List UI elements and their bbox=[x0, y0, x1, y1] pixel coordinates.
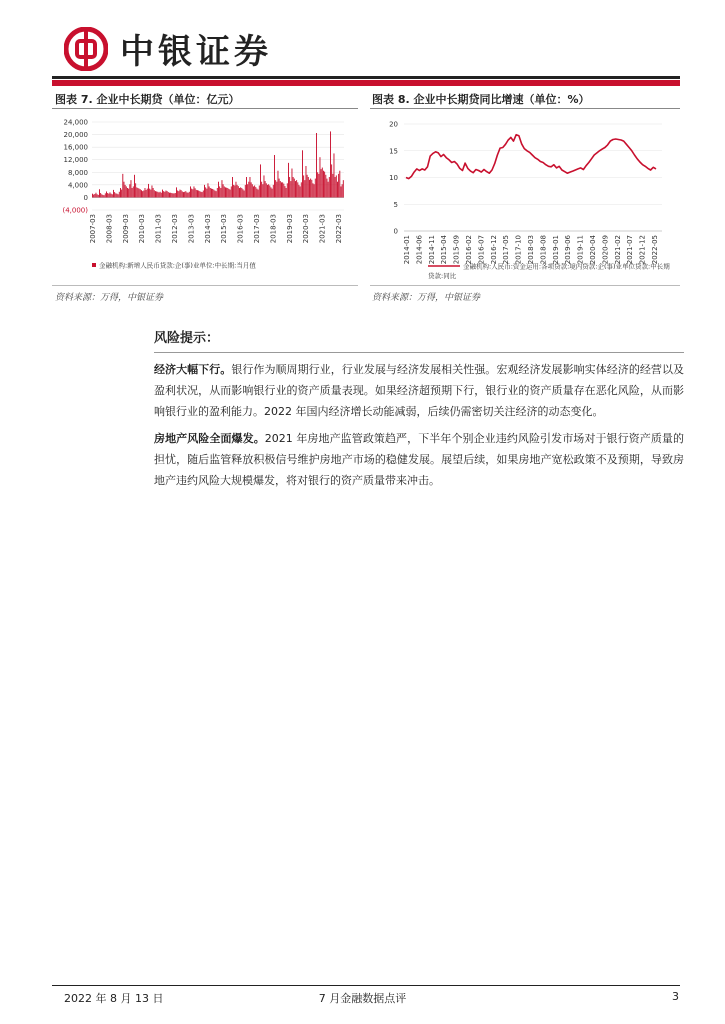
figure7-bar bbox=[114, 192, 115, 197]
figure7-bar bbox=[311, 180, 312, 198]
figure7-bar bbox=[236, 182, 237, 198]
figure8-legend-label: 贷款:同比 bbox=[428, 272, 457, 280]
figure8-x-tick-label: 2022-05 bbox=[651, 235, 659, 265]
figure7-bar bbox=[330, 131, 331, 197]
figure7-bar bbox=[265, 181, 266, 197]
figure7-bar bbox=[197, 190, 198, 197]
figure7-bar bbox=[267, 185, 268, 198]
figure7-bar bbox=[129, 184, 130, 197]
figure8-x-tick-label: 2016-02 bbox=[465, 235, 473, 265]
figure7-bar bbox=[300, 186, 301, 197]
header-divider-dark bbox=[52, 76, 680, 79]
figure7-bar bbox=[342, 184, 343, 197]
figure7-bar bbox=[286, 188, 287, 197]
figure7-bar bbox=[171, 193, 172, 197]
figure8-y-tick-label: 20 bbox=[389, 120, 398, 129]
figure7-bar bbox=[313, 183, 314, 197]
figure7-bar bbox=[110, 192, 111, 197]
figure7-bar bbox=[164, 192, 165, 198]
figure7-bar bbox=[145, 188, 146, 197]
figure7-bar bbox=[202, 192, 203, 197]
figure7-bar bbox=[251, 182, 252, 197]
figure7-x-tick-label: 2008-03 bbox=[105, 214, 114, 244]
figure7-bar bbox=[288, 163, 289, 198]
figure7-bar bbox=[183, 192, 184, 197]
figure7-bar bbox=[246, 177, 247, 197]
figure7-bar bbox=[241, 188, 242, 197]
figure7-bar bbox=[316, 133, 317, 197]
figure7-bar bbox=[259, 185, 260, 197]
figure7-bar bbox=[230, 190, 231, 198]
figure7-bar bbox=[302, 150, 303, 197]
figure7-bar bbox=[184, 192, 185, 198]
figure7-bar bbox=[117, 194, 118, 198]
figure7-bar bbox=[120, 188, 121, 197]
risk-paragraph-economy bbox=[154, 359, 684, 422]
figure7-bar bbox=[258, 190, 259, 198]
figure7-y-tick-label: 16,000 bbox=[63, 143, 88, 152]
figure7-bar bbox=[260, 164, 261, 197]
figure7-bar bbox=[161, 193, 162, 198]
figure7-bar bbox=[231, 186, 232, 197]
figure7-bar bbox=[93, 195, 94, 198]
figure8-y-tick-label: 15 bbox=[389, 147, 398, 156]
figure7-bar bbox=[229, 189, 230, 197]
figure7-bar bbox=[303, 175, 304, 197]
figure7-bar bbox=[257, 189, 258, 198]
figure7-bar bbox=[272, 189, 273, 198]
figure7-bar bbox=[218, 182, 219, 198]
figure7-bar bbox=[215, 191, 216, 198]
figure7-bar bbox=[290, 181, 291, 197]
figure7-bar bbox=[121, 190, 122, 198]
figure7-bar bbox=[327, 179, 328, 198]
figure7-bar bbox=[103, 195, 104, 198]
figure7-bar bbox=[138, 188, 139, 197]
figure7-bar bbox=[206, 189, 207, 198]
figure7-bar bbox=[131, 180, 132, 197]
figure7-bar bbox=[318, 174, 319, 198]
figure7-bar bbox=[195, 188, 196, 197]
figure7-bar bbox=[100, 193, 101, 197]
footer-rule bbox=[52, 985, 680, 986]
figure7-x-tick-label: 2022-03 bbox=[335, 214, 343, 244]
figure7-bar bbox=[213, 190, 214, 198]
figure8-x-tick-label: 2019-11 bbox=[576, 235, 585, 265]
figure7-source-rule bbox=[52, 285, 358, 286]
figure7-bar bbox=[111, 194, 112, 198]
figure8-x-tick-label: 2014-11 bbox=[427, 235, 436, 265]
figure7-bar bbox=[268, 184, 269, 197]
figure7-bar bbox=[173, 193, 174, 197]
figure7-bar bbox=[189, 192, 190, 198]
figure7-bar bbox=[162, 190, 163, 198]
figure7-bar bbox=[108, 194, 109, 198]
figure7-bar bbox=[125, 185, 126, 198]
figure7-bar bbox=[154, 190, 155, 197]
figure7-bar bbox=[247, 184, 248, 197]
figure7-y-tick-label: 24,000 bbox=[63, 118, 88, 127]
figure7-bar bbox=[310, 179, 311, 198]
figure7-bar bbox=[244, 191, 245, 198]
figure7-bar bbox=[113, 190, 114, 198]
figure7-bar bbox=[209, 186, 210, 197]
brand-name: 中银证券 bbox=[120, 32, 272, 72]
figure7-bar bbox=[254, 185, 255, 197]
figure7-bar bbox=[307, 175, 308, 198]
figure7-bar bbox=[341, 186, 342, 197]
figure8-x-tick-label: 2021-02 bbox=[613, 234, 622, 265]
figure7-bar bbox=[166, 191, 167, 198]
figure7-bar bbox=[198, 191, 199, 198]
risk-economy-heading: 经济大幅下行。 bbox=[154, 363, 232, 376]
figure7-bar bbox=[199, 191, 200, 197]
figure7-x-tick-label: 2018-03 bbox=[269, 214, 278, 244]
figure7-bar bbox=[308, 177, 309, 197]
figure7-bar bbox=[185, 191, 186, 197]
figure7-bar bbox=[163, 191, 164, 197]
figure7-bar bbox=[224, 186, 225, 197]
figure8-x-tick-label: 2019-06 bbox=[564, 235, 573, 265]
figure8-x-tick-label: 2019-01 bbox=[551, 235, 560, 265]
figure7-bar bbox=[187, 192, 188, 197]
figure7-bar bbox=[211, 189, 212, 198]
figure7-bar bbox=[281, 182, 282, 197]
figure8-title: 图表 8. 企业中长期贷同比增速（单位：%） bbox=[372, 93, 590, 106]
figure7-bar bbox=[276, 182, 277, 198]
figure7-bar bbox=[332, 174, 333, 198]
figure7-bar bbox=[306, 166, 307, 197]
risk-title: 风险提示： bbox=[154, 331, 220, 346]
figure8-x-tick-label: 2017-10 bbox=[514, 235, 523, 265]
figure7-bar bbox=[227, 188, 228, 197]
figure7-bar bbox=[225, 187, 226, 197]
figure7-x-tick-label: 2014-03 bbox=[203, 214, 212, 244]
figure7-bar bbox=[146, 190, 147, 198]
figure7-bar bbox=[315, 179, 316, 198]
figure7-bar bbox=[264, 175, 265, 197]
figure7-bar bbox=[147, 189, 148, 198]
figure7-bar bbox=[153, 188, 154, 197]
figure8-x-tick-label: 2015-09 bbox=[452, 235, 461, 265]
figure7-bar bbox=[122, 174, 123, 198]
figure7-bar bbox=[222, 180, 223, 197]
figure7-bar bbox=[321, 169, 322, 197]
figure8-x-tick-label: 2014-01 bbox=[403, 235, 411, 265]
figure7-y-tick-label: 12,000 bbox=[63, 156, 88, 165]
figure7-x-tick-label: 2016-03 bbox=[236, 214, 245, 244]
figure8-x-tick-label: 2018-08 bbox=[539, 235, 548, 265]
figure7-bar bbox=[289, 177, 290, 197]
figure7-bar bbox=[157, 192, 158, 198]
bank-of-china-logo-icon bbox=[64, 27, 108, 71]
figure7-bar bbox=[169, 193, 170, 198]
figure7-bar bbox=[124, 182, 125, 198]
figure7-bar bbox=[232, 177, 233, 197]
figure7-bar bbox=[296, 180, 297, 197]
figure7-bar bbox=[156, 191, 157, 197]
figure7-y-tick-label: 20,000 bbox=[63, 131, 88, 140]
figure7-bar bbox=[175, 193, 176, 197]
figure7-bar bbox=[126, 186, 127, 197]
figure8-x-tick-label: 2016-07 bbox=[477, 235, 486, 265]
figure7-bar bbox=[194, 186, 195, 197]
figure7-bar bbox=[220, 188, 221, 197]
figure7-bar bbox=[135, 183, 136, 197]
figure7-bar bbox=[127, 188, 128, 197]
figure7-bar bbox=[98, 195, 99, 198]
figure7-bar bbox=[149, 189, 150, 198]
figure8-x-tick-label: 2014-06 bbox=[415, 235, 424, 265]
figure7-bar bbox=[328, 182, 329, 198]
figure7-bar bbox=[216, 191, 217, 197]
figure7-bar bbox=[322, 168, 323, 198]
risk-realestate-heading: 房地产风险全面爆发。 bbox=[154, 432, 265, 445]
figure7-bar bbox=[309, 180, 310, 198]
risk-section bbox=[154, 327, 684, 497]
figure7-bar bbox=[299, 185, 300, 198]
figure7-chart bbox=[52, 112, 358, 282]
figure7-bar bbox=[128, 189, 129, 198]
figure7-bar bbox=[223, 184, 224, 197]
figure7-legend-swatch bbox=[92, 263, 96, 267]
figure7-bar bbox=[279, 179, 280, 198]
figure7-bar bbox=[255, 187, 256, 197]
figure7-bar bbox=[112, 194, 113, 197]
figure7-bar bbox=[217, 188, 218, 197]
figure7-bar bbox=[203, 191, 204, 198]
figure7-x-tick-label: 2007-03 bbox=[89, 214, 97, 244]
figure7-bar bbox=[280, 181, 281, 197]
figure7-source: 资料来源：万得，中银证券 bbox=[55, 293, 164, 303]
figure7-bar bbox=[292, 169, 293, 198]
figure7-bar bbox=[301, 182, 302, 197]
figure8-x-tick-label: 2018-03 bbox=[527, 235, 535, 265]
figure8-source: 资料来源：万得，中银证券 bbox=[372, 293, 481, 303]
risk-realestate-text: 2021 年房地产监管政策趋严，下半年个别企业违约风险引发市场对于银行资产质量的担忧，随后监管释放积极信号维护房地产市场的稳健发展。展望后续，如果房地产宽松政策不及预期，导致房地产违约风险大规模爆发，将对银行的资产质量带来冲击。 bbox=[154, 432, 684, 487]
figure7-bar bbox=[239, 188, 240, 197]
figure8-series-line bbox=[406, 135, 656, 179]
figure7-bar bbox=[160, 192, 161, 198]
figure7-bar bbox=[250, 177, 251, 197]
figure7-bar bbox=[208, 183, 209, 197]
figure7-bar bbox=[240, 187, 241, 197]
figure7-bar bbox=[168, 192, 169, 197]
figure7-bar bbox=[226, 188, 227, 198]
figure7-bar bbox=[287, 183, 288, 197]
figure7-y-tick-label: (4,000) bbox=[62, 206, 88, 215]
figure7-bar bbox=[97, 194, 98, 197]
figure7-bar bbox=[170, 193, 171, 198]
figure8-x-tick-label: 2017-05 bbox=[502, 235, 511, 265]
figure7-bar bbox=[177, 191, 178, 198]
figure7-bar bbox=[234, 185, 235, 197]
figure7-bar bbox=[325, 175, 326, 198]
figure7-bar bbox=[237, 185, 238, 198]
figure7-bar bbox=[334, 153, 335, 197]
figure7-bar bbox=[101, 194, 102, 197]
figure7-bar bbox=[295, 181, 296, 197]
figure7-bar bbox=[245, 185, 246, 198]
figure7-bar bbox=[201, 192, 202, 198]
figure7-bar bbox=[107, 193, 108, 197]
figure7-y-tick-label: 8,000 bbox=[67, 168, 88, 177]
page-number: 3 bbox=[672, 990, 679, 1003]
figure8-x-tick-label: 2021-12 bbox=[638, 235, 647, 265]
figure7-bar bbox=[180, 190, 181, 198]
figure7-bar bbox=[188, 193, 189, 198]
figure7-bar bbox=[273, 185, 274, 198]
figure7-bar bbox=[94, 194, 95, 197]
figure7-bar bbox=[212, 189, 213, 197]
figure7-bar bbox=[155, 191, 156, 197]
figure8-y-tick-label: 0 bbox=[393, 227, 398, 236]
figure7-bar bbox=[148, 184, 149, 198]
figure7-bar bbox=[192, 189, 193, 197]
figure7-bar bbox=[336, 175, 337, 197]
figure8-source-rule bbox=[370, 285, 680, 286]
risk-paragraph-realestate bbox=[154, 428, 684, 491]
figure8-chart bbox=[370, 112, 680, 282]
figure8-x-tick-label: 2016-12 bbox=[489, 235, 498, 265]
figure7-bar bbox=[243, 189, 244, 197]
figure7-bar bbox=[176, 187, 177, 197]
figure7-bar bbox=[324, 172, 325, 198]
figure7-bar bbox=[182, 191, 183, 197]
header-divider-red bbox=[52, 80, 680, 86]
figure7-bar bbox=[152, 185, 153, 197]
figure8-x-tick-label: 2015-04 bbox=[440, 235, 449, 265]
figure7-legend-label: 金融机构:新增人民币贷款:企(事)业单位:中长期:当月值 bbox=[99, 261, 256, 270]
figure7-bar bbox=[178, 191, 179, 197]
figure7-bar bbox=[304, 180, 305, 197]
figure7-bar bbox=[96, 193, 97, 198]
figure7-x-tick-label: 2010-03 bbox=[138, 214, 147, 244]
figure7-bar bbox=[274, 155, 275, 197]
figure7-bar bbox=[283, 184, 284, 198]
footer-date: 2022 年 8 月 13 日 bbox=[64, 992, 164, 1005]
figure7-bar bbox=[204, 185, 205, 198]
figure7-bar bbox=[285, 186, 286, 197]
figure7-bar bbox=[159, 192, 160, 197]
figure7-x-tick-label: 2013-03 bbox=[187, 214, 196, 244]
figure7-bar bbox=[253, 186, 254, 197]
figure7-bar bbox=[133, 186, 134, 197]
figure7-bar bbox=[99, 189, 100, 197]
figure7-bar bbox=[323, 171, 324, 198]
figure8-x-tick-label: 2020-04 bbox=[589, 235, 597, 265]
figure7-bar bbox=[269, 185, 270, 197]
figure7-bar bbox=[339, 171, 340, 198]
figure7-bar bbox=[136, 187, 137, 197]
figure7-bar bbox=[119, 192, 120, 198]
figure7-y-tick-label: 0 bbox=[83, 193, 88, 202]
figure7-bar bbox=[190, 186, 191, 197]
figure7-bar bbox=[181, 190, 182, 197]
figure7-bar bbox=[262, 184, 263, 197]
figure7-bar bbox=[174, 193, 175, 197]
figure7-x-tick-label: 2017-03 bbox=[253, 214, 261, 244]
figure7-x-tick-label: 2020-03 bbox=[302, 214, 311, 244]
figure7-bar bbox=[142, 191, 143, 197]
figure7-title: 图表 7. 企业中长期贷（单位：亿元） bbox=[55, 93, 240, 106]
figure8-x-tick-label: 2020-09 bbox=[601, 235, 610, 265]
figure7-bar bbox=[167, 191, 168, 197]
figure7-bar bbox=[210, 188, 211, 197]
figure7-bar bbox=[317, 172, 318, 197]
figure7-bar bbox=[219, 186, 220, 197]
figure7-bar bbox=[271, 187, 272, 197]
figure7-bar bbox=[343, 180, 344, 197]
figure7-bar bbox=[150, 190, 151, 198]
figure7-bar bbox=[238, 186, 239, 197]
figure7-bar bbox=[115, 193, 116, 197]
figure7-bar bbox=[294, 179, 295, 198]
figure7-bar bbox=[233, 185, 234, 198]
figure7-bar bbox=[252, 184, 253, 197]
figure7-x-tick-label: 2011-03 bbox=[154, 214, 163, 244]
figure7-bar bbox=[139, 189, 140, 198]
risk-economy-text: 银行作为顺周期行业，行业发展与经济发展相关性强。宏观经济发展影响实体经济的经营以及盈利状况，从而影响银行业的资产质量表现。如果经济超预期下行，银行业的资产质量存在恶化风险，从而影响银行业的盈利能力。2022 年国内经济增长动能减弱，后续仍需密切关注经济的动态变化。 bbox=[154, 363, 685, 418]
figure7-bar bbox=[282, 182, 283, 197]
figure7-bar bbox=[278, 171, 279, 198]
risk-rule bbox=[154, 352, 684, 353]
figure7-x-tick-label: 2019-03 bbox=[285, 213, 294, 244]
figure7-bar bbox=[118, 194, 119, 197]
figure7-bar bbox=[248, 182, 249, 198]
figure7-bar bbox=[337, 182, 338, 198]
figure8-y-tick-label: 5 bbox=[393, 200, 398, 209]
figure7-bar bbox=[266, 183, 267, 197]
figure8-legend-label: 金融机构:人民币:资金运用:各项贷款:境内贷款:企(事)业单位贷款:中长期 bbox=[463, 262, 670, 271]
figure7-bar bbox=[196, 190, 197, 198]
figure7-bar bbox=[314, 184, 315, 197]
figure7-bar bbox=[134, 175, 135, 198]
figure7-x-tick-label: 2021-03 bbox=[318, 214, 327, 244]
figure7-title-rule bbox=[52, 108, 358, 109]
brand-logo bbox=[64, 24, 272, 73]
figure7-bar bbox=[293, 177, 294, 197]
figure7-bar bbox=[205, 187, 206, 197]
figure7-bar bbox=[132, 188, 133, 197]
figure7-bar bbox=[104, 195, 105, 197]
figure8-y-tick-label: 10 bbox=[389, 174, 398, 182]
figure7-x-tick-label: 2009-03 bbox=[121, 214, 130, 244]
figure7-bar bbox=[141, 190, 142, 197]
figure7-bar bbox=[92, 194, 93, 198]
figure7-bar bbox=[320, 157, 321, 197]
figure7-bar bbox=[338, 174, 339, 198]
figure7-bar bbox=[331, 164, 332, 197]
figure7-bar bbox=[191, 189, 192, 198]
figure7-y-tick-label: 4,000 bbox=[67, 181, 88, 190]
figure8-title-rule bbox=[370, 108, 680, 109]
figure7-bar bbox=[261, 182, 262, 198]
footer-report-name: 7 月金融数据点评 bbox=[318, 992, 407, 1005]
figure8-x-tick-label: 2021-07 bbox=[626, 235, 635, 265]
figure7-x-tick-label: 2015-03 bbox=[220, 214, 229, 244]
figure7-bar bbox=[329, 177, 330, 197]
figure7-bar bbox=[275, 180, 276, 197]
figure7-bar bbox=[106, 191, 107, 197]
figure7-bar bbox=[335, 177, 336, 197]
figure7-x-tick-label: 2012-03 bbox=[171, 214, 179, 244]
figure7-bar bbox=[297, 182, 298, 197]
figure7-bar bbox=[140, 189, 141, 197]
figure7-bar bbox=[105, 193, 106, 197]
figure7-bar bbox=[143, 191, 144, 198]
